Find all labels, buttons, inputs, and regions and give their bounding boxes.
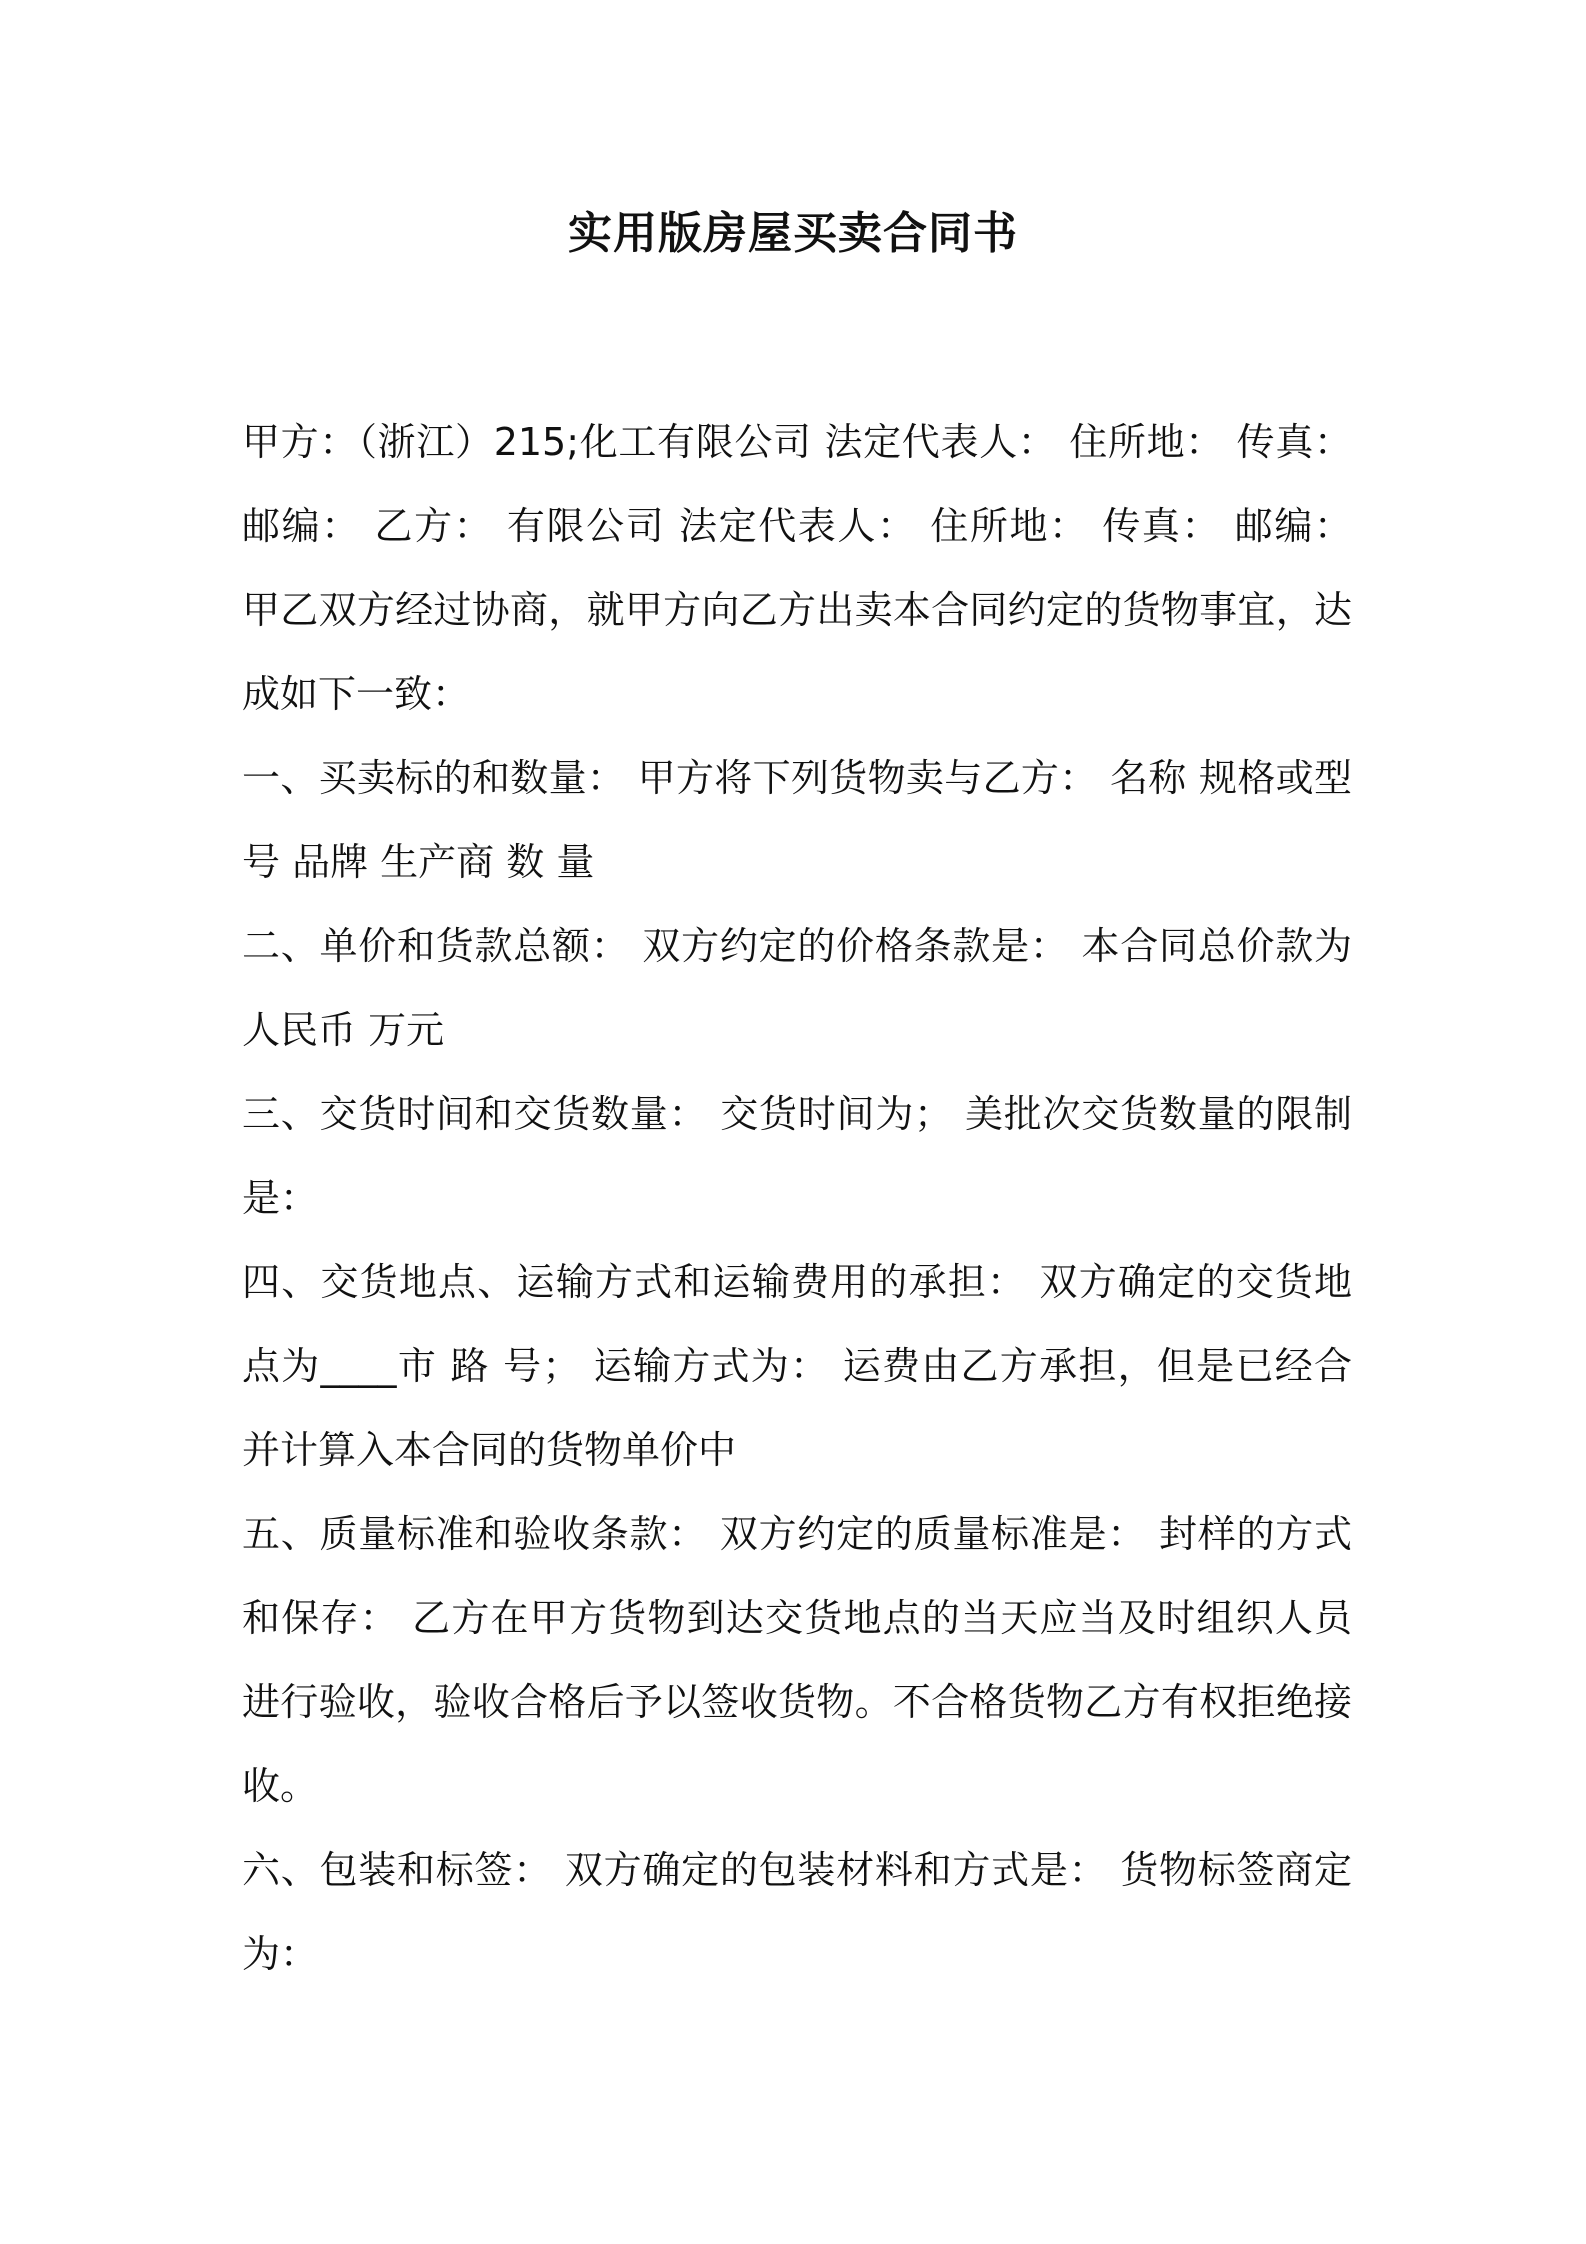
paragraph-clause-5: 五、质量标准和验收条款： 双方约定的质量标准是： 封样的方式和保存： 乙方在甲方货物到达交货地点的当天应当及时组织人员进行验收，验收合格后予以签收货物。不合格货物乙方有权拒绝接收。 xyxy=(242,1512,1352,1808)
document-body xyxy=(242,400,1352,1996)
paragraph-parties: 甲方：（浙江）215;化工有限公司 法定代表人： 住所地： 传真： 邮编： 乙方： 有限公司 法定代表人： 住所地： 传真： 邮编： 甲乙双方经过协商，就甲方向乙方出卖本合同约定的货物事宜，达成如下一致： xyxy=(242,420,1352,716)
paragraph-clause-4: 四、交货地点、运输方式和运输费用的承担： 双方确定的交货地点为____市 路 号； 运输方式为： 运费由乙方承担，但是已经合并计算入本合同的货物单价中 xyxy=(242,1260,1352,1472)
paragraph-clause-1: 一、买卖标的和数量： 甲方将下列货物卖与乙方： 名称 规格或型号 品牌 生产商 数 量 xyxy=(242,756,1352,884)
paragraph-clause-6: 六、包装和标签： 双方确定的包装材料和方式是： 货物标签商定为： xyxy=(242,1848,1352,1976)
paragraph-clause-2: 二、单价和货款总额： 双方约定的价格条款是： 本合同总价款为人民币 万元 xyxy=(242,924,1352,1052)
document-title: 实用版房屋买卖合同书 xyxy=(568,208,1018,259)
paragraph-clause-3: 三、交货时间和交货数量： 交货时间为； 美批次交货数量的限制是： xyxy=(242,1092,1352,1220)
